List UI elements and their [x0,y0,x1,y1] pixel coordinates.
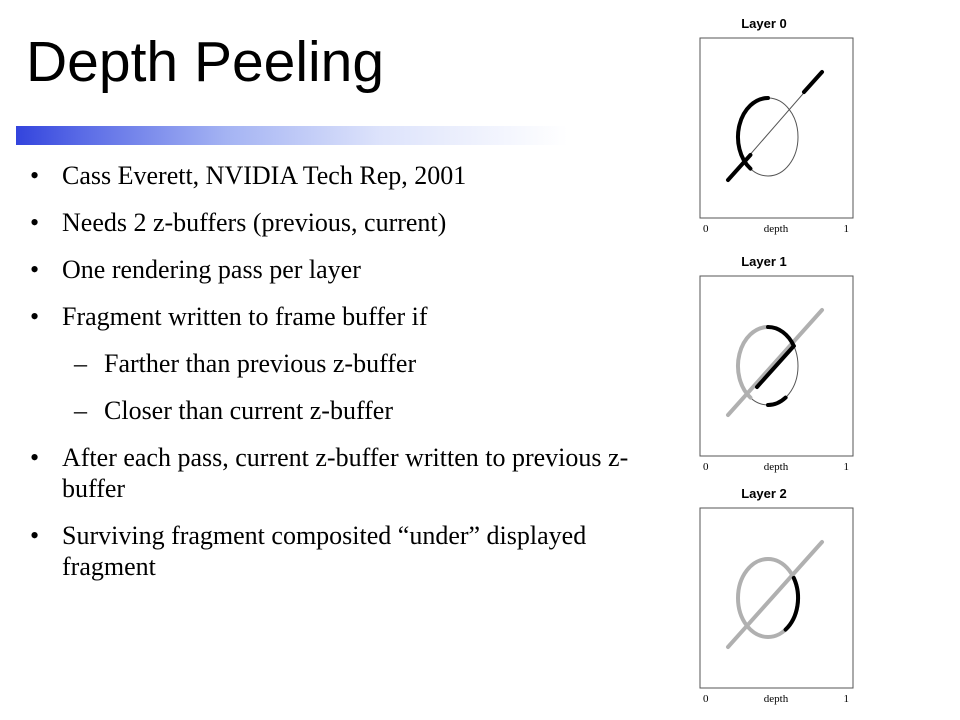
bullet-text: After each pass, current z-buffer written to previous z-buffer [62,443,629,503]
layer-2-axis-label: depth [763,693,789,705]
layer-1-diagram [690,250,865,478]
layer-2-frame [700,508,853,688]
bullet-text: Cass Everett, NVIDIA Tech Rep, 2001 [62,161,467,190]
sub-bullet-marker: – [74,349,87,378]
layer-1-axis-label: depth [763,461,789,473]
sub-bullet-item [30,348,650,379]
layer-2-title: Layer 2 [741,486,787,501]
sub-bullet-text: Farther than previous z-buffer [104,349,417,378]
bullet-text: Surviving fragment composited “under” displayed fragment [62,521,587,581]
bullet-marker: • [30,302,40,331]
layer-0-figure [690,12,865,240]
layer-1-axis-max: 1 [843,461,849,473]
layer-0-title: Layer 0 [741,16,787,31]
bullet-item [30,254,650,285]
bullet-marker: • [30,443,40,472]
bullet-item [30,207,650,238]
layer-0-axis-label: depth [763,223,789,235]
bullet-list [30,160,650,598]
layer-0-diagram [690,12,865,240]
bullet-item [30,442,650,504]
bullet-marker: • [30,161,40,190]
bullet-text: Needs 2 z-buffers (previous, current) [62,208,447,237]
bullet-item [30,520,650,582]
layer-1-axis-min: 0 [703,461,709,473]
bullet-marker: • [30,521,40,550]
bullet-marker: • [30,208,40,237]
layer-2-axis-max: 1 [843,693,849,705]
bullet-marker: • [30,255,40,284]
layer-0-axis-max: 1 [843,223,849,235]
sub-bullet-marker: – [74,396,87,425]
layer-2-axis-min: 0 [703,693,709,705]
bullet-item [30,301,650,332]
layer-1-figure [690,250,865,478]
layer-2-diagram [690,482,865,710]
slide-title: Depth Peeling [26,30,385,94]
layer-0-frame [700,38,853,218]
title-gradient-rule [16,126,568,145]
layer-0-axis-min: 0 [703,223,709,235]
sub-bullet-item [30,395,650,426]
sub-bullet-text: Closer than current z-buffer [104,396,394,425]
layer-2-figure [690,482,865,710]
layer-1-title: Layer 1 [741,254,787,269]
bullet-text: One rendering pass per layer [62,255,361,284]
bullet-item [30,160,650,191]
bullet-text: Fragment written to frame buffer if [62,302,428,331]
